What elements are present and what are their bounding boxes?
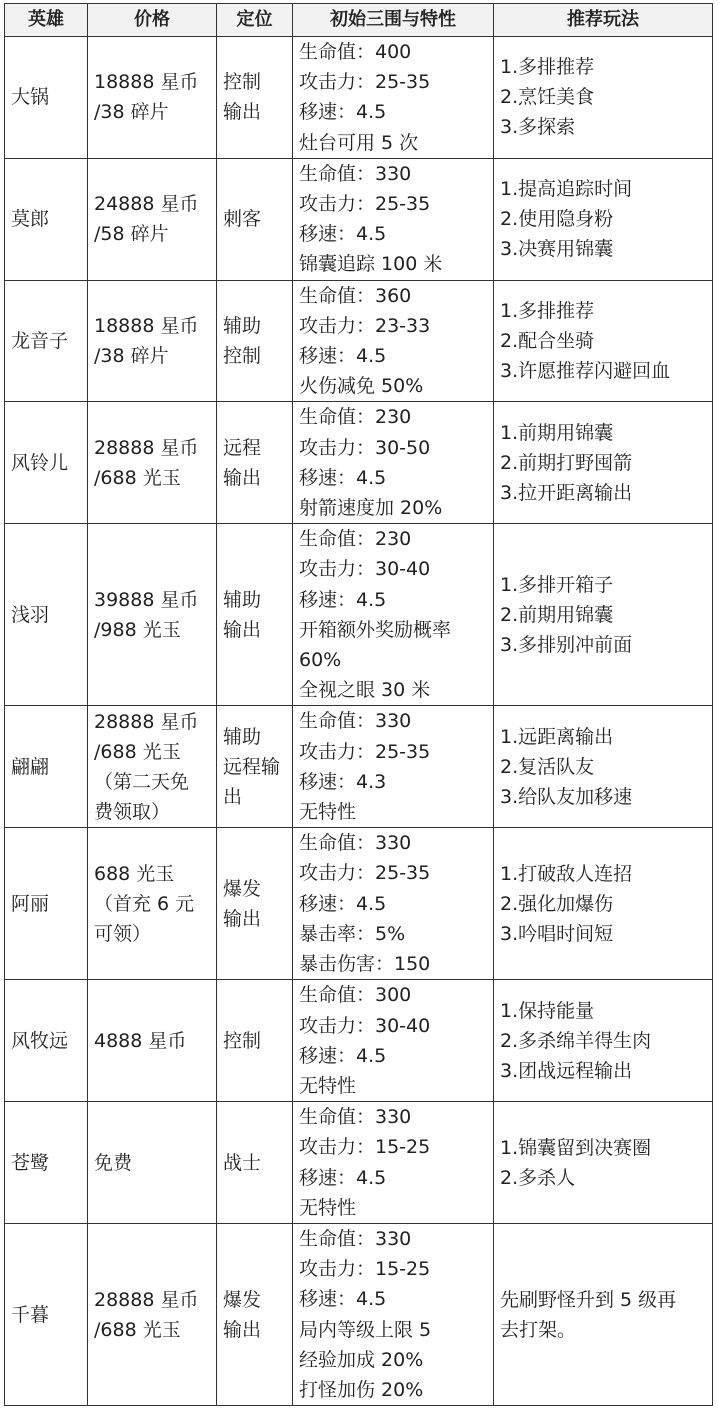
stat-line: 移速：4.5 (299, 1044, 387, 1067)
stat-line: 经验加成 20% (299, 1348, 424, 1371)
header-hero: 英雄 (5, 4, 88, 37)
hero-tips-cell (494, 158, 713, 280)
price-line: 28888 星币 (94, 436, 199, 459)
hero-name: 风牧远 (5, 980, 88, 1102)
role-line: 辅助 (223, 588, 262, 611)
tip-line: 1.保持能量 (500, 999, 595, 1022)
hero-name: 龙音子 (5, 280, 88, 402)
tip-line: 2.烹饪美食 (500, 86, 595, 109)
stat-line: 火伤减免 50% (299, 375, 424, 398)
role-line: 爆发 (223, 877, 262, 900)
stat-line: 移速：4.5 (299, 1166, 387, 1189)
price-line: 688 光玉 (94, 862, 175, 885)
tip-line: 2.复活队友 (500, 755, 595, 778)
stat-line: 生命值：330 (299, 1227, 412, 1250)
stat-line: 移速：4.5 (299, 223, 387, 246)
stat-line: 生命值：400 (299, 41, 412, 63)
price-line: /38 碎片 (94, 101, 169, 124)
tip-line: 3.团战远程输出 (500, 1059, 633, 1082)
stat-line: 生命值：360 (299, 284, 412, 307)
stat-line: 攻击力：25-35 (299, 71, 431, 94)
price-line: /58 碎片 (94, 223, 169, 246)
tip-line: 1.前期用锦囊 (500, 421, 614, 444)
stat-line: 锦囊追踪 100 米 (299, 253, 443, 276)
role-line: 出 (223, 785, 243, 808)
stat-line: 打怪加伤 20% (299, 1378, 424, 1401)
price-line: （第二天免 (94, 770, 190, 793)
price-line: 39888 星币 (94, 588, 199, 611)
stat-line: 无特性 (299, 801, 357, 824)
hero-role-cell (217, 280, 293, 402)
tip-line: 1.多排开箱子 (500, 573, 614, 596)
tip-line: 2.前期打野囤箭 (500, 451, 633, 474)
role-line: 远程 (223, 436, 262, 459)
tip-line: 2.使用隐身粉 (500, 208, 614, 231)
stat-line: 生命值：230 (299, 528, 412, 551)
table-row (5, 402, 713, 524)
table-body (5, 37, 713, 1406)
header-stats: 初始三围与特性 (293, 4, 494, 37)
price-line: 4888 星币 (94, 1029, 187, 1052)
stat-line: 攻击力：30-40 (299, 558, 431, 581)
stat-line: 攻击力：15-25 (299, 1258, 431, 1281)
hero-price-cell (88, 524, 217, 706)
stat-line: 攻击力：30-40 (299, 1014, 431, 1037)
hero-role-cell (217, 706, 293, 828)
hero-name: 千暮 (5, 1223, 88, 1405)
price-line: /688 光玉 (94, 740, 181, 763)
hero-stats-cell (293, 280, 494, 402)
tip-line: 2.多杀绵羊得生肉 (500, 1029, 652, 1052)
tip-line: 1.锦囊留到决赛圈 (500, 1136, 652, 1159)
hero-price-cell (88, 980, 217, 1102)
hero-price-cell (88, 706, 217, 828)
table-row (5, 980, 713, 1102)
hero-price-cell (88, 828, 217, 980)
hero-price-cell (88, 158, 217, 280)
role-line: 输出 (223, 907, 262, 930)
stat-line: 移速：4.5 (299, 892, 387, 915)
hero-stats-cell (293, 706, 494, 828)
table-header (5, 4, 713, 37)
hero-name: 浅羽 (5, 524, 88, 706)
price-line: 24888 星币 (94, 193, 199, 216)
stat-line: 开箱额外奖励概率 (299, 618, 452, 641)
role-line: 辅助 (223, 725, 262, 748)
stat-line: 攻击力：15-25 (299, 1136, 431, 1159)
role-line: 爆发 (223, 1288, 262, 1311)
tip-line: 1.提高追踪时间 (500, 178, 633, 201)
hero-stats-cell (293, 524, 494, 706)
hero-tips-cell (494, 706, 713, 828)
role-line: 控制 (223, 345, 262, 368)
price-line: /38 碎片 (94, 345, 169, 368)
stat-line: 射箭速度加 20% (299, 497, 443, 520)
hero-role-cell (217, 1102, 293, 1224)
hero-role-cell (217, 37, 293, 159)
tip-line: 3.许愿推荐闪避回血 (500, 360, 671, 383)
stat-line: 攻击力：30-50 (299, 436, 431, 459)
stat-line: 攻击力：25-35 (299, 193, 431, 216)
table-row (5, 1102, 713, 1224)
price-line: /688 光玉 (94, 1318, 181, 1341)
hero-name: 阿丽 (5, 828, 88, 980)
price-line: 18888 星币 (94, 71, 199, 94)
hero-name: 风铃儿 (5, 402, 88, 524)
stat-line: 生命值：330 (299, 162, 412, 185)
stat-line: 生命值：230 (299, 406, 412, 429)
hero-price-cell (88, 402, 217, 524)
stat-line: 无特性 (299, 1074, 357, 1097)
tip-line: 1.多排推荐 (500, 300, 595, 323)
table-row (5, 706, 713, 828)
stat-line: 生命值：330 (299, 1106, 412, 1129)
hero-tips-cell (494, 280, 713, 402)
hero-price-cell (88, 37, 217, 159)
table-row (5, 158, 713, 280)
hero-tips-cell (494, 402, 713, 524)
stat-line: 攻击力：25-35 (299, 862, 431, 885)
hero-price-cell (88, 1223, 217, 1405)
tip-line: 3.决赛用锦囊 (500, 238, 614, 261)
tip-line: 3.给队友加移速 (500, 785, 633, 808)
stat-line: 无特性 (299, 1196, 357, 1219)
price-line: 费领取） (94, 800, 171, 823)
hero-role-cell (217, 524, 293, 706)
stat-line: 60% (299, 649, 342, 672)
stat-line: 移速：4.3 (299, 770, 387, 793)
price-line: /988 光玉 (94, 618, 181, 641)
stat-line: 生命值：330 (299, 710, 412, 733)
hero-price-cell (88, 1102, 217, 1224)
table-row (5, 280, 713, 402)
role-line: 输出 (223, 466, 262, 489)
stat-line: 灶台可用 5 次 (299, 131, 419, 154)
tip-line: 2.多杀人 (500, 1166, 576, 1189)
hero-tips-cell (494, 980, 713, 1102)
role-line: 辅助 (223, 315, 262, 338)
stat-line: 攻击力：25-35 (299, 740, 431, 763)
stat-line: 移速：4.5 (299, 588, 387, 611)
price-line: （首充 6 元 (94, 892, 195, 915)
tip-line: 3.拉开距离输出 (500, 481, 633, 504)
hero-tips-cell (494, 524, 713, 706)
hero-table (4, 3, 713, 1406)
tip-line: 2.强化加爆伤 (500, 892, 614, 915)
table-row (5, 37, 713, 159)
tip-line: 1.多排推荐 (500, 56, 595, 79)
hero-name: 苍鹭 (5, 1102, 88, 1224)
role-line: 输出 (223, 618, 262, 641)
hero-role-cell (217, 1223, 293, 1405)
role-line: 控制 (223, 1029, 262, 1052)
role-line: 远程输 (223, 755, 281, 778)
stat-line: 移速：4.5 (299, 1288, 387, 1311)
price-line: 28888 星币 (94, 710, 199, 733)
stat-line: 移速：4.5 (299, 466, 387, 489)
tip-line: 3.多探索 (500, 116, 576, 139)
tip-line: 3.吟唱时间短 (500, 922, 614, 945)
stat-line: 全视之眼 30 米 (299, 679, 431, 702)
stat-line: 移速：4.5 (299, 345, 387, 368)
hero-role-cell (217, 828, 293, 980)
stat-line: 攻击力：23-33 (299, 314, 431, 337)
price-line: 28888 星币 (94, 1288, 199, 1311)
hero-role-cell (217, 158, 293, 280)
hero-price-cell (88, 280, 217, 402)
tip-line: 2.前期用锦囊 (500, 603, 614, 626)
role-line: 刺客 (223, 208, 262, 231)
table-row (5, 828, 713, 980)
tip-line: 1.打破敌人连招 (500, 862, 633, 885)
price-line: 18888 星币 (94, 315, 199, 338)
role-line: 输出 (223, 1318, 262, 1341)
hero-name: 莫郎 (5, 158, 88, 280)
table-row (5, 524, 713, 706)
tip-line: 去打架。 (500, 1318, 577, 1341)
hero-stats-cell (293, 1102, 494, 1224)
hero-stats-cell (293, 1223, 494, 1405)
header-price: 价格 (88, 4, 217, 37)
hero-name: 翩翩 (5, 706, 88, 828)
hero-name: 大锅 (5, 37, 88, 159)
hero-stats-cell (293, 37, 494, 159)
hero-stats-cell (293, 980, 494, 1102)
tip-line: 1.远距离输出 (500, 725, 614, 748)
stat-line: 暴击伤害：150 (299, 953, 431, 976)
hero-tips-cell (494, 1223, 713, 1405)
stat-line: 暴击率：5% (299, 922, 406, 945)
hero-stats-cell (293, 828, 494, 980)
header-role: 定位 (217, 4, 293, 37)
hero-stats-cell (293, 402, 494, 524)
role-line: 输出 (223, 101, 262, 124)
tip-line: 先刷野怪升到 5 级再 (500, 1288, 677, 1311)
price-line: 免费 (94, 1151, 133, 1174)
tip-line: 2.配合坐骑 (500, 330, 595, 353)
hero-tips-cell (494, 828, 713, 980)
hero-tips-cell (494, 1102, 713, 1224)
table-row (5, 1223, 713, 1405)
hero-stats-cell (293, 158, 494, 280)
price-line: 可领） (94, 922, 152, 945)
price-line: /688 光玉 (94, 466, 181, 489)
hero-role-cell (217, 402, 293, 524)
stat-line: 局内等级上限 5 (299, 1318, 432, 1341)
role-line: 控制 (223, 71, 262, 94)
role-line: 战士 (223, 1151, 262, 1174)
stat-line: 生命值：300 (299, 984, 412, 1007)
stat-line: 移速：4.5 (299, 101, 387, 124)
tip-line: 3.多排别冲前面 (500, 633, 633, 656)
hero-role-cell (217, 980, 293, 1102)
header-row (5, 4, 713, 37)
header-tips: 推荐玩法 (494, 4, 713, 37)
hero-tips-cell (494, 37, 713, 159)
stat-line: 生命值：330 (299, 832, 412, 855)
